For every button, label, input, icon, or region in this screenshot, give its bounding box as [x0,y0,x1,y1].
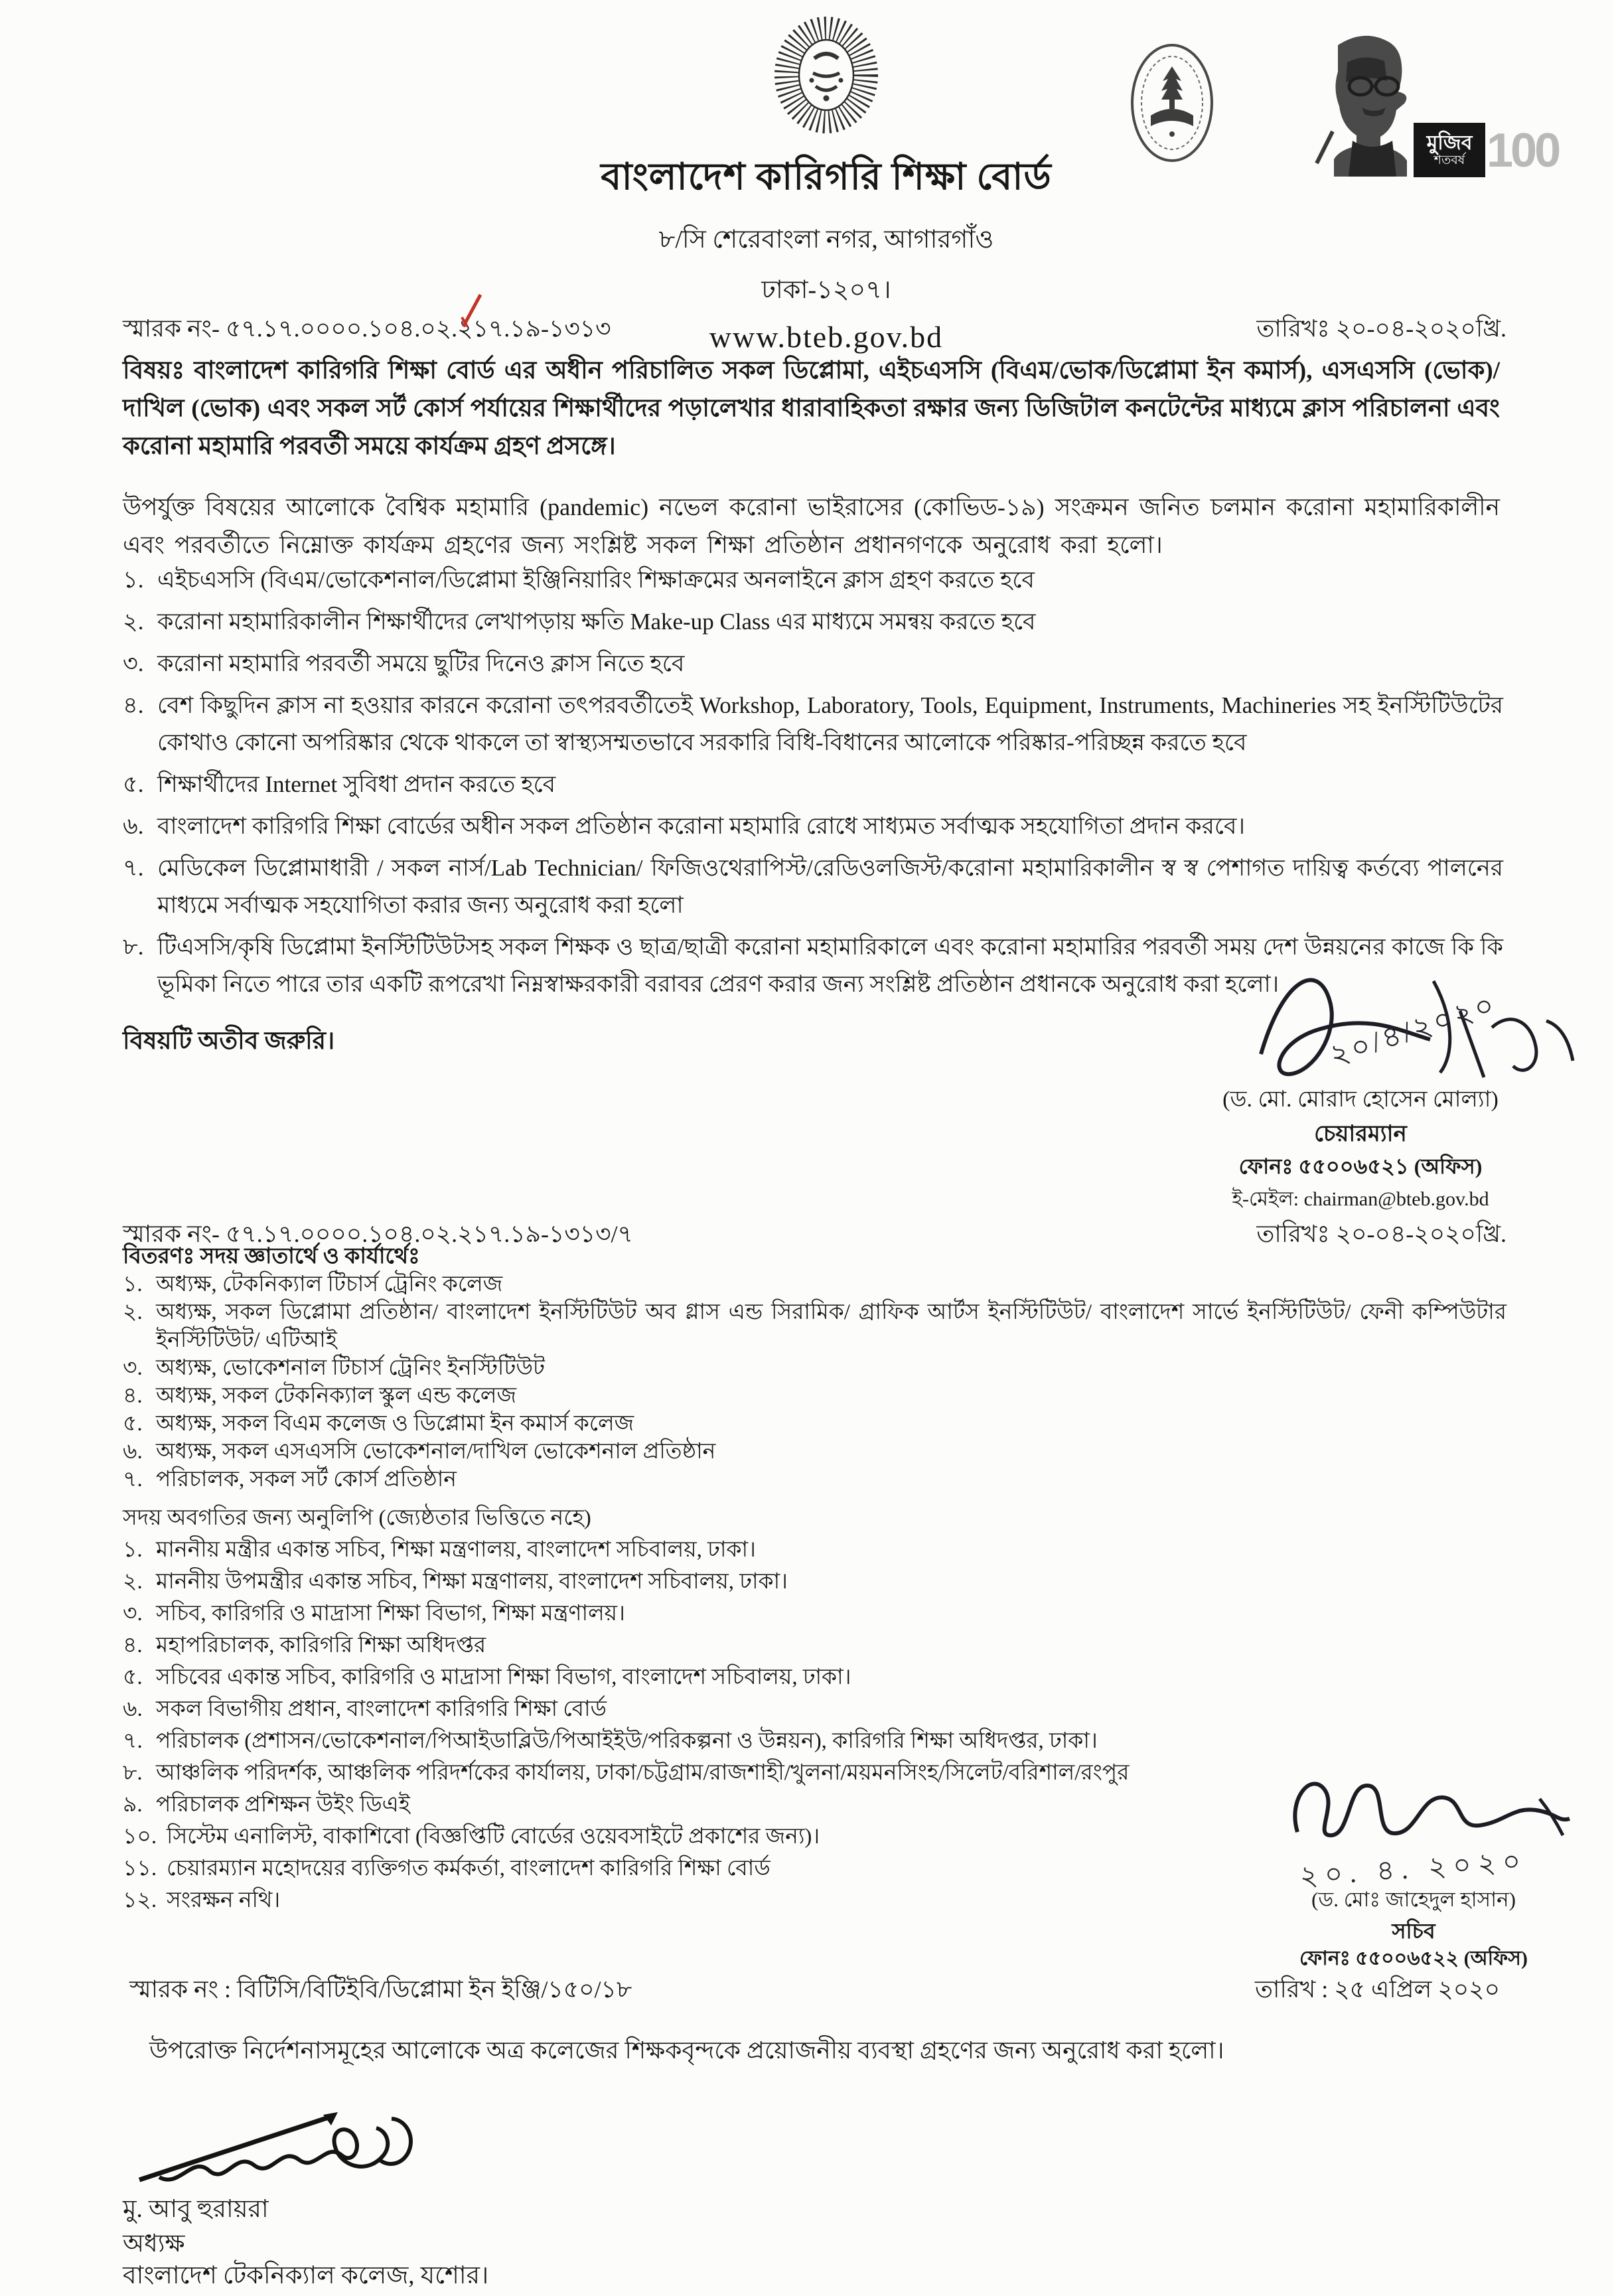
org-website: www.bteb.gov.bd [709,320,944,354]
directive-list [123,562,1503,1008]
list-item [123,808,1503,845]
secretary-signature-icon [1261,1759,1579,1845]
principal-institution: বাংলাদেশ টেকনিক্যাল কলেজ, যশোর। [123,2262,489,2289]
item-number: ৮. [123,934,144,960]
list-item [123,1270,1506,1298]
chairman-title: চেয়ারম্যান [1314,1122,1407,1146]
item-text: মাননীয় উপমন্ত্রীর একান্ত সচিব, শিক্ষা মন্ত্রণালয়, বাংলাদেশ সচিবালয়, ঢাকা। [156,1570,788,1594]
memo3-number: স্মারক নং : বিটিসি/বিটিইবি/ডিপ্লোমা ইন ইঞ্জি/১৫০/১৮ [129,1976,632,2003]
org-name: বাংলাদেশ কারিগরি শিক্ষা বোর্ড [601,157,1052,198]
item-text: শিক্ষার্থীদের Internet সুবিধা প্রদান করতে হবে [157,771,556,797]
item-number: ৮. [123,1761,143,1785]
secretary-title: সচিব [1392,1919,1435,1943]
memo2-number: স্মারক নং- ৫৭.১৭.০০০০.১০৪.০২.২১৭.১৯-১৩১৩/৭ [123,1221,633,1247]
list-item [123,1566,1506,1598]
item-number: ৫. [123,1412,143,1436]
secretary-handwritten-date: ২০. ৪. ২০২০ [1299,1846,1528,1892]
memo1-date: তারিখঃ ২০-০৪-২০২০খ্রি. [1256,315,1506,342]
list-item [123,1693,1506,1725]
item-number: ১. [123,567,144,593]
item-text: আঞ্চলিক পরিদর্শক, আঞ্চলিক পরিদর্শকের কার্যালয়, ঢাকা/চট্টগ্রাম/রাজশাহী/খুলনা/ময়মনসিংহ/সিলেট/বরিশাল/রংপুর [156,1761,1130,1785]
item-text: সচিবের একান্ত সচিব, কারিগরি ও মাদ্রাসা শিক্ষা বিভাগ, বাংলাদেশ সচিবালয়, ঢাকা। [156,1665,851,1689]
memo3-date: তারিখ : ২৫ এপ্রিল ২০২০ [1255,1976,1500,2003]
chairman-handwritten-date: ২০/৪/২০২০ [1325,988,1501,1073]
list-item [123,1382,1506,1410]
item-text: মহাপরিচালক, কারিগরি শিক্ষা অধিদপ্তর [156,1634,486,1657]
item-text: সংরক্ষন নথি। [167,1888,281,1912]
shotoborsho-text: শতবর্ষ [1433,153,1465,167]
item-text: এইচএসসি (বিএম/ভোকেশনাল/ডিপ্লোমা ইঞ্জিনিয়ারিং শিক্ষাক্রমের অনলাইনে ক্লাস গ্রহণ করতে হবে [157,567,1035,593]
item-text: অধ্যক্ষ, সকল টেকনিক্যাল স্কুল এন্ড কলেজ [156,1384,517,1408]
list-item [123,1598,1506,1630]
org-city: ঢাকা-১২০৭। [761,276,891,304]
item-number: ৪. [123,692,144,718]
list-item [123,850,1503,924]
list-item [123,687,1503,761]
item-number: ৯. [123,1793,143,1817]
item-number: ৪. [123,1634,143,1657]
red-tick-mark-icon [457,291,487,335]
item-number: ১. [123,1272,143,1296]
item-number: ৬. [123,1440,143,1464]
chairman-phone: ফোনঃ ৫৫০০৬৫২১ (অফিস) [1238,1154,1483,1178]
item-text: অধ্যক্ষ, সকল বিএম কলেজ ও ডিপ্লোমা ইন কমার্স কলেজ [156,1412,634,1436]
item-number: ৬. [123,813,144,839]
list-item [123,1725,1506,1757]
item-number: ৩. [123,1356,143,1380]
item-number: ২. [123,609,144,635]
list-item [123,1630,1506,1661]
item-text: সচিব, কারিগরি ও মাদ্রাসা শিক্ষা বিভাগ, শিক্ষা মন্ত্রণালয়। [156,1602,625,1626]
org-address: ৮/সি শেরেবাংলা নগর, আগারগাঁও [658,226,994,254]
college-seal-icon [1128,41,1216,168]
item-number: ১১. [123,1857,157,1880]
bteb-sunburst-seal-icon [765,11,888,140]
item-number: ১২. [123,1888,157,1912]
list-item [123,1534,1506,1566]
secretary-phone: ফোনঃ ৫৫০০৬৫২২ (অফিস) [1299,1948,1528,1969]
list-item [123,1466,1506,1493]
item-number: ২. [123,1570,143,1594]
list-item [123,766,1503,803]
item-text: বাংলাদেশ কারিগরি শিক্ষা বোর্ডের অধীন সকল প্রতিষ্ঠান করোনা মহামারি রোধে সাধ্যমত সর্বাত্মক সহযোগিতা প্রদান করবে। [157,813,1245,839]
list-item [123,1661,1506,1693]
mujib-100-box [1414,123,1485,177]
item-text: করোনা মহামারি পরবর্তী সময়ে ছুটির দিনেও ক্লাস নিতে হবে [157,651,685,676]
urgent-note: বিষয়টি অতীব জরুরি। [123,1028,335,1055]
mujib-100-number: 100 [1487,124,1559,177]
item-number: ৭. [123,855,144,881]
item-text: টিএসসি/কৃষি ডিপ্লোমা ইনস্টিটিউটসহ সকল শিক্ষক ও ছাত্র/ছাত্রী করোনা মহামারিকালে এবং করোনা মহামারির পরবর্তী সময় দেশ উন্নয়নের কাজে কি কি ভূমিকা নিতে পারে তার একটি রূপরেখা নিম্নস্বাক্ষরকারী বরাবর প্রেরণ করার জন্য সংশ্লিষ্ট প্রতিষ্ঠান প্রধানকে অনুরোধ করা হলো। [157,934,1503,997]
principal-name: মু. আবু হুরায়রা [123,2196,269,2223]
list-item [123,1354,1506,1382]
secretary-name: (ড. মোঃ জাহেদুল হাসান) [1311,1888,1516,1911]
item-text: পরিচালক (প্রশাসন/ভোকেশনাল/পিআইডাব্লিউ/পিআইইউ/পরিকল্পনা ও উন্নয়ন), কারিগরি শিক্ষা অধিদপ্তর, ঢাকা। [156,1729,1098,1753]
bteb-seal-icon [765,11,888,140]
item-text: চেয়ারম্যান মহোদয়ের ব্যক্তিগত কর্মকর্তা, বাংলাদেশ কারিগরি শিক্ষা বোর্ড [167,1857,770,1880]
item-text: মাননীয় মন্ত্রীর একান্ত সচিব, শিক্ষা মন্ত্রণালয়, বাংলাদেশ সচিবালয়, ঢাকা। [156,1538,756,1562]
item-number: ৩. [123,651,144,676]
item-number: ৫. [123,771,144,797]
item-number: ৭. [123,1729,143,1753]
item-number: ৬. [123,1697,143,1721]
list-item [123,603,1503,641]
item-text: পরিচালক, সকল সর্ট কোর্স প্রতিষ্ঠান [156,1468,457,1492]
item-number: ৭. [123,1468,143,1492]
item-text: সকল বিভাগীয় প্রধান, বাংলাদেশ কারিগরি শিক্ষা বোর্ড [156,1697,607,1721]
memo1-row [123,311,1506,350]
item-number: ৩. [123,1602,143,1626]
closing-paragraph: উপরোক্ত নির্দেশনাসমূহের আলোকে অত্র কলেজের শিক্ষকবৃন্দকে প্রয়োজনীয় ব্যবস্থা গ্রহণের জন্য অনুরোধ করা হলো। [149,2037,1224,2064]
intro-paragraph: উপর্যুক্ত বিষয়ের আলোকে বৈশ্বিক মহামারি (pandemic) নভেল করোনা ভাইরাসের (কোভিড-১৯) সংক্রমন জনিত চলমান করোনা মহামারিকালীন এবং পরবর্তীতে নিম্নোক্ত কার্যক্রম গ্রহণের জন্য সংশ্লিষ্ট সকল শিক্ষা প্রতিষ্ঠান প্রধানগণকে অনুরোধ করা হলো। [123,494,1500,558]
mujib-portrait-icon [1313,25,1422,177]
principal-signature-icon [129,2099,435,2186]
item-text: অধ্যক্ষ, টেকনিক্যাল টিচার্স ট্রেনিং কলেজ [156,1272,503,1296]
item-text: বেশ কিছুদিন ক্লাস না হওয়ার কারনে করোনা তৎপরবর্তীতেই Workshop, Laboratory, Tools, Equipment, Instruments, Machineries সহ ইনস্টিটিউটের কোথাও কোনো অপরিষ্কার থেকে থাকলে তা স্বাস্থ্যসম্মতভাবে সরকারি বিধি-বিধানের আলোকে পরিষ্কার-পরিচ্ছন্ন করতে হবে [157,692,1503,755]
item-text: সিস্টেম এনালিস্ট, বাকাশিবো (বিজ্ঞপ্তিটি বোর্ডের ওয়েবসাইটে প্রকাশের জন্য)। [167,1825,820,1849]
mujib-100-logo [1313,25,1559,178]
item-text: অধ্যক্ষ, সকল ডিপ্লোমা প্রতিষ্ঠান/ বাংলাদেশ ইনস্টিটিউট অব গ্লাস এন্ড সিরামিক/ গ্রাফিক আর্টস ইনস্টিটিউট/ বাংলাদেশ সার্ভে ইনস্টিটিউট/ ফেনী কম্পিউটার ইনস্টিটিউট/ এটিআই [156,1300,1506,1352]
item-text: অধ্যক্ষ, সকল এসএসসি ভোকেশনাল/দাখিল ভোকেশনাল প্রতিষ্ঠান [156,1440,716,1464]
principal-title: অধ্যক্ষ [123,2230,185,2258]
list-item [123,562,1503,599]
college-emblem-icon [1128,41,1216,165]
item-number: ১০. [123,1825,157,1849]
item-number: ২. [123,1300,143,1324]
memo2-date: তারিখঃ ২০-০৪-২০২০খ্রি. [1256,1221,1506,1247]
item-text: মেডিকেল ডিপ্লোমাধারী / সকল নার্স/Lab Technician/ ফিজিওথেরাপিস্ট/রেডিওলজিস্ট/করোনা মহামারিকালীন স্ব স্ব পেশাগত দায়িত্ব কর্তব্যে পালনের মাধ্যমে সর্বাত্মক সহযোগিতা করার জন্য অনুরোধ করা হলো [157,855,1503,918]
list-item [123,645,1503,682]
item-text: অধ্যক্ষ, ভোকেশনাল টিচার্স ট্রেনিং ইনস্টিটিউট [156,1356,546,1380]
list-item [123,1438,1506,1466]
item-number: ৫. [123,1665,143,1689]
distribution-heading: বিতরণঃ সদয় জ্ঞাতার্থে ও কার্যার্থেঃ [123,1245,420,1268]
item-number: ৪. [123,1384,143,1408]
subject-paragraph: বিষয়ঃ বাংলাদেশ কারিগরি শিক্ষা বোর্ড এর অধীন পরিচালিত সকল ডিপ্লোমা, এইচএসসি (বিএম/ভোক/ডিপ্লোমা ইন কমার্স), এসএসসি (ভোক)/দাখিল (ভোক) এবং সকল সর্ট কোর্স পর্যায়ের শিক্ষার্থীদের পড়ালেখার ধারাবাহিকতা রক্ষার জন্য ডিজিটাল কনটেন্টের মাধ্যমে ক্লাস পরিচালনা এবং করোনা মহামারি পরবর্তী সময়ে কার্যক্রম গ্রহণ প্রসঙ্গে। [123,357,1500,460]
chairman-name: (ড. মো. মোরাদ হোসেন মোল্যা) [1222,1087,1499,1112]
item-text: পরিচালক প্রশিক্ষন উইং ডিএই [156,1793,410,1817]
memo3-row [129,1971,1500,2011]
cc-heading: সদয় অবগতির জন্য অনুলিপি (জ্যেষ্ঠতার ভিত্তিতে নহে) [123,1506,591,1530]
item-text: করোনা মহামারিকালীন শিক্ষার্থীদের লেখাপড়ায় ক্ষতি Make-up Class এর মাধ্যমে সমন্বয় করতে হবে [157,609,1036,635]
memo1-number: স্মারক নং- ৫৭.১৭.০০০০.১০৪.০২.২১৭.১৯-১৩১৩ [123,315,611,342]
chairman-email: ই-মেইল: chairman@bteb.gov.bd [1232,1188,1489,1210]
item-number: ১. [123,1538,143,1562]
mujib-text: মুজিব [1426,132,1473,155]
list-item [123,1410,1506,1438]
list-item [123,1298,1506,1354]
